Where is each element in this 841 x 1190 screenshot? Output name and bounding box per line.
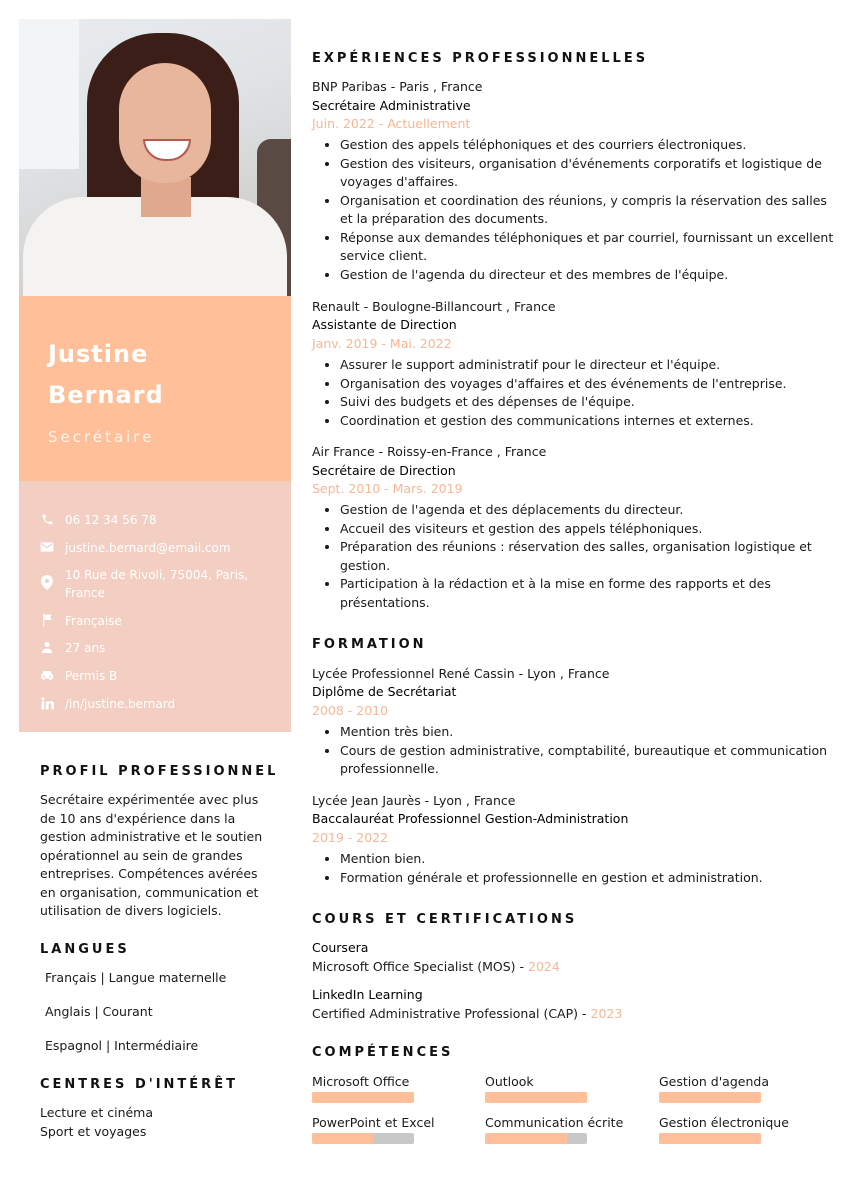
list-item: • Gestion des visiteurs, organisation d'événements corporatifs et logistique de voyages d'affaires.: [340, 155, 840, 192]
name-block: [19, 296, 291, 481]
linkedin-icon: [39, 695, 55, 711]
profile-title: PROFIL PROFESSIONNEL: [40, 764, 279, 779]
skill-bar-fill: [312, 1133, 373, 1144]
list-item: • Gestion de l'agenda et des déplacements du directeur.: [340, 501, 840, 520]
skill-bar-fill: [485, 1092, 587, 1103]
cert-name: Microsoft Office Specialist (MOS): [312, 959, 516, 974]
list-item: • Assurer le support administratif pour le directeur et l'équipe.: [340, 356, 840, 375]
list-item: • Coordination et gestion des communications internes et externes.: [340, 412, 840, 431]
skill-name: Outlook: [485, 1074, 534, 1089]
skill-bar-fill: [485, 1133, 567, 1144]
mail-icon: [39, 539, 55, 555]
list-item: • Cours de gestion administrative, comptabilité, bureautique et communication professionnelle.: [340, 742, 840, 779]
list-item: • Gestion des appels téléphoniques et des courriers électroniques.: [340, 136, 840, 155]
cert-name: Certified Administrative Professional (CAP): [312, 1006, 579, 1021]
job-company: BNP Paribas - Paris , France: [312, 79, 483, 94]
cert-year: 2023: [590, 1006, 623, 1021]
education-bullets: [312, 850, 840, 887]
interest-item: Lecture et cinéma: [40, 1105, 154, 1120]
list-item: • Mention très bien.: [340, 723, 840, 742]
experience-title: EXPÉRIENCES PROFESSIONNELLES: [312, 51, 649, 66]
cert-separator: -: [515, 959, 528, 974]
license-text: Permis B: [65, 669, 118, 683]
linkedin-text[interactable]: /in/justine.bernard: [65, 697, 176, 711]
cert-line: [312, 1005, 817, 1024]
skill-bar: [312, 1133, 414, 1144]
skill-item: [659, 1074, 819, 1103]
profile-text: Secrétaire expérimentée avec plus de 10 ans d'expérience dans la gestion administrative et le soutien opérationnel au sein de grandes entreprises. Compétences avérées en organisation, communication et utilisation de divers logiciels.: [40, 792, 263, 918]
location-icon: [39, 574, 55, 590]
car-icon: [39, 667, 55, 683]
job-company: Renault - Boulogne-Billancourt , France: [312, 299, 556, 314]
cert-line: [312, 958, 817, 977]
skill-name: Gestion d'agenda: [659, 1074, 769, 1089]
list-item: • Accueil des visiteurs et gestion des appels téléphoniques.: [340, 520, 840, 539]
list-item: • Gestion de l'agenda du directeur et des membres de l'équipe.: [340, 266, 840, 285]
address-text: 10 Rue de Rivoli, 75004, Paris, France: [65, 568, 249, 600]
skill-bar-fill: [312, 1092, 414, 1103]
cert-provider: Coursera: [312, 940, 369, 955]
skill-bar: [312, 1092, 414, 1103]
email-text[interactable]: justine.bernard@email.com: [65, 541, 231, 555]
person-icon: [39, 639, 55, 655]
age-text: 27 ans: [65, 641, 106, 655]
skill-bar-fill: [659, 1133, 761, 1144]
phone-text: 06 12 34 56 78: [65, 513, 157, 527]
skill-bar: [659, 1092, 761, 1103]
job-bullets: [312, 136, 840, 284]
languages-title: LANGUES: [40, 942, 130, 957]
education-title: FORMATION: [312, 637, 427, 652]
skills-title: COMPÉTENCES: [312, 1045, 454, 1060]
job-dates: Juin. 2022 - Actuellement: [312, 116, 471, 131]
job-dates: Sept. 2010 - Mars. 2019: [312, 481, 463, 496]
left-column: [19, 19, 291, 732]
job-bullets: [312, 356, 840, 430]
skill-bar: [659, 1133, 761, 1144]
skill-item: [312, 1115, 472, 1144]
skill-bar-fill: [659, 1092, 761, 1103]
skill-name: Microsoft Office: [312, 1074, 410, 1089]
contact-block: [19, 481, 291, 732]
skill-bar: [485, 1092, 587, 1103]
interest-item: Sport et voyages: [40, 1124, 147, 1139]
skill-bar: [485, 1133, 587, 1144]
list-item: • Mention bien.: [340, 850, 840, 869]
job-company: Air France - Roissy-en-France , France: [312, 444, 547, 459]
skill-item: [659, 1115, 819, 1144]
school-name: Lycée Professionnel René Cassin - Lyon , France: [312, 666, 610, 681]
cert-provider: LinkedIn Learning: [312, 987, 423, 1002]
phone-icon: [39, 511, 55, 527]
job-role: Secrétaire Administrative: [312, 98, 471, 113]
first-name: Justine: [48, 340, 149, 368]
skill-name: Communication écrite: [485, 1115, 624, 1130]
job-title: Secrétaire: [48, 428, 155, 446]
job-dates: Janv. 2019 - Mai. 2022: [312, 336, 452, 351]
list-item: • Formation générale et professionnelle en gestion et administration.: [340, 869, 840, 888]
language-item: Français | Langue maternelle: [45, 970, 227, 985]
job-role: Secrétaire de Direction: [312, 463, 456, 478]
job-bullets: [312, 501, 840, 612]
education-dates: 2008 - 2010: [312, 703, 389, 718]
nationality-text: Française: [65, 614, 122, 628]
skill-item: [485, 1074, 645, 1103]
profile-photo: [19, 19, 291, 296]
last-name: Bernard: [48, 381, 164, 409]
skill-name: Gestion électronique: [659, 1115, 789, 1130]
skill-name: PowerPoint et Excel: [312, 1115, 435, 1130]
language-item: Espagnol | Intermédiaire: [45, 1038, 199, 1053]
list-item: • Participation à la rédaction et à la mise en forme des rapports et des présentations.: [340, 575, 840, 612]
interests-title: CENTRES D'INTÉRÊT: [40, 1077, 238, 1092]
school-name: Lycée Jean Jaurès - Lyon , France: [312, 793, 516, 808]
list-item: • Organisation et coordination des réunions, y compris la réservation des salles et la préparation des documents.: [340, 192, 840, 229]
education-dates: 2019 - 2022: [312, 830, 389, 845]
list-item: • Préparation des réunions : réservation des salles, organisation logistique et gestion.: [340, 538, 840, 575]
list-item: • Réponse aux demandes téléphoniques et par courriel, fournissant un excellent service client.: [340, 229, 840, 266]
degree-name: Baccalauréat Professionnel Gestion-Administration: [312, 811, 629, 826]
list-item: • Suivi des budgets et des dépenses de l'équipe.: [340, 393, 840, 412]
list-item: • Organisation des voyages d'affaires et des événements de l'entreprise.: [340, 375, 840, 394]
job-role: Assistante de Direction: [312, 317, 457, 332]
certifications-title: COURS ET CERTIFICATIONS: [312, 912, 578, 927]
cert-year: 2024: [528, 959, 560, 974]
skill-item: [485, 1115, 645, 1144]
flag-icon: [39, 612, 55, 628]
degree-name: Diplôme de Secrétariat: [312, 684, 457, 699]
cert-separator: -: [578, 1006, 591, 1021]
education-bullets: [312, 723, 840, 779]
language-item: Anglais | Courant: [45, 1004, 153, 1019]
skill-item: [312, 1074, 472, 1103]
